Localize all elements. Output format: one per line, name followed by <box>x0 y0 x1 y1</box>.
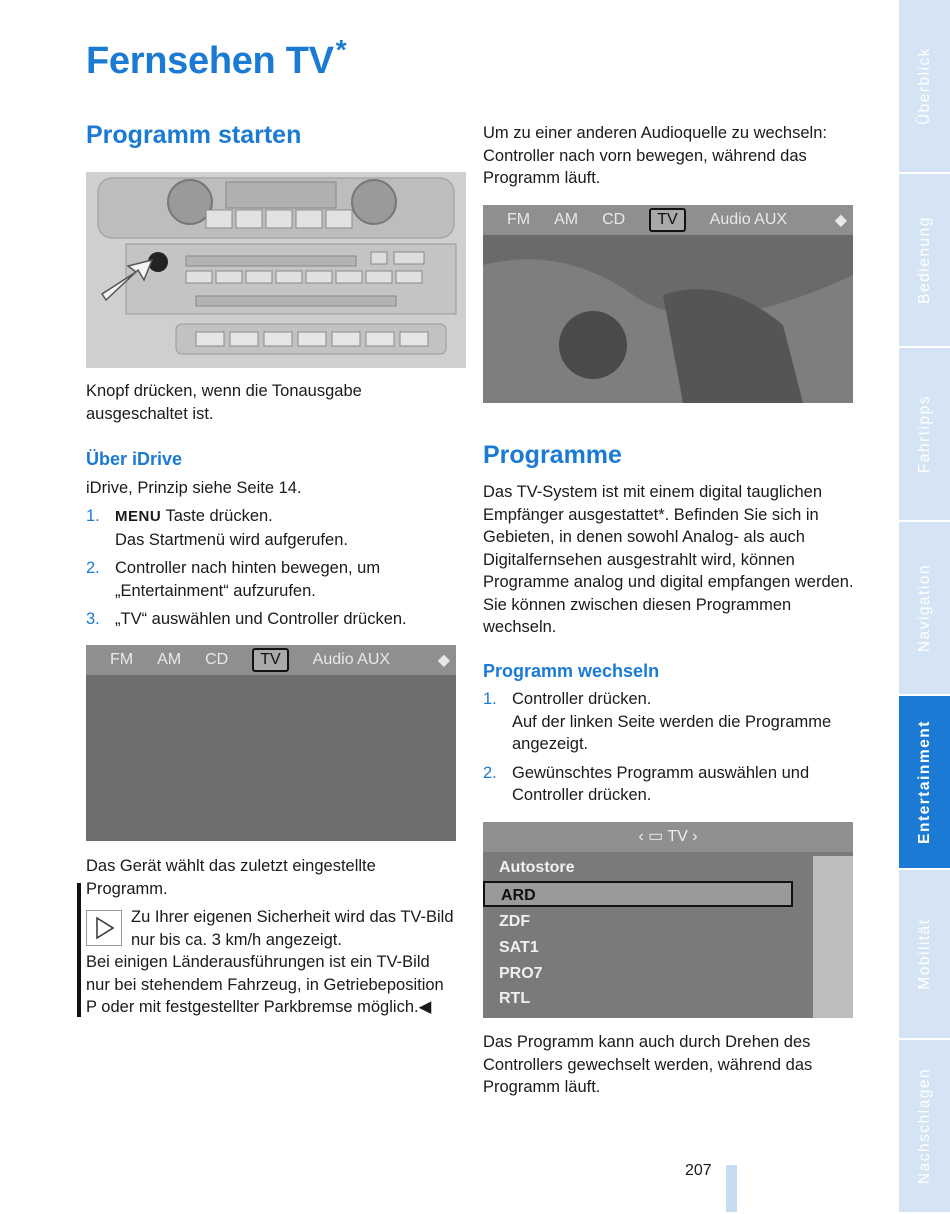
idrive-paragraph: iDrive, Prinzip siehe Seite 14. <box>86 479 302 497</box>
menu-item-audio-aux[interactable]: Audio AUX <box>709 211 788 228</box>
menu-item-am[interactable]: AM <box>157 651 182 668</box>
tab-navigation[interactable]: Navigation <box>899 522 950 696</box>
menu-item-audio-aux[interactable]: Audio AUX <box>312 651 391 668</box>
menu-item-am[interactable]: AM <box>554 211 579 228</box>
page-title: Fernsehen TV* <box>86 34 347 82</box>
button-paragraph: Knopf drücken, wenn die Tonausgabe ausgeschaltet ist. <box>86 382 362 423</box>
navigation-arrows-icon: ◆ <box>437 652 450 669</box>
channel-item[interactable]: PRO7 <box>499 965 543 982</box>
menu-item-tv[interactable]: TV <box>252 648 288 672</box>
source-menu <box>86 645 456 675</box>
note-triangle-icon <box>86 910 122 946</box>
section-heading-programm-starten: Programm starten <box>86 121 302 149</box>
subheading-programm-wechseln: Programm wechseln <box>483 661 660 681</box>
menu-key-label: MENU <box>115 508 162 525</box>
list-item: 1. Controller drücken. Auf der linken Seite werden die Programme angezeigt. <box>483 690 832 753</box>
tv-picture-screen <box>483 205 853 403</box>
source-menu <box>483 205 853 235</box>
entertainment-menu-screen <box>86 645 456 841</box>
tab-bedienung[interactable]: Bedienung <box>899 174 950 348</box>
channel-item[interactable]: ZDF <box>499 913 531 930</box>
tab-fahrtipps[interactable]: Fahrtipps <box>899 348 950 522</box>
channel-item[interactable]: Autostore <box>499 859 575 876</box>
tv-channel-list-screen <box>483 822 853 1018</box>
tv-header: ‹ ▭ TV › <box>483 822 853 852</box>
tab-ueberblick[interactable]: Überblick <box>899 0 950 174</box>
chapter-sidebar <box>899 0 950 1212</box>
chevron-left-icon[interactable]: ‹ ▭ <box>638 828 668 845</box>
navigation-arrows-icon: ◆ <box>834 212 847 229</box>
safety-note: Zu Ihrer eigenen Sicherheit wird das TV-Bild nur bis ca. 3 km/h angezeigt. <box>131 908 454 949</box>
audio-source-paragraph: Um zu einer anderen Audioquelle zu wechseln: Controller nach vorn bewegen, während das Programm läuft. <box>483 124 827 187</box>
menu-item-cd[interactable]: CD <box>205 651 229 668</box>
channel-item[interactable]: RTL <box>499 990 531 1007</box>
programme-paragraph: Das TV-System ist mit einem digital tauglichen Empfänger ausgestattet*. Befinden Sie sich in Gebieten, in denen sowohl Analog- als auch Digitalfernsehen ausgestrahlt wird, können Programme analog und digital empfangen werden. Sie können zwischen diesen Programmen wechseln. <box>483 483 854 636</box>
list-item: 3. „TV“ auswählen und Controller drücken. <box>86 610 407 628</box>
section-heading-programme: Programme <box>483 441 622 469</box>
dashboard-photo <box>86 172 466 368</box>
subheading-ueber-idrive: Über iDrive <box>86 449 183 469</box>
end-paragraph: Das Programm kann auch durch Drehen des Controllers gewechselt werden, während das Programm läuft. <box>483 1033 813 1096</box>
tab-mobilitaet[interactable]: Mobilität <box>899 870 950 1040</box>
menu-item-tv[interactable]: TV <box>649 208 685 232</box>
tab-nachschlagen[interactable]: Nachschlagen <box>899 1040 950 1214</box>
list-item: 2. Controller nach hinten bewegen, um „Entertainment“ aufzurufen. <box>86 559 381 600</box>
menu-item-fm[interactable]: FM <box>507 211 531 228</box>
tv-preview <box>813 856 853 1018</box>
programm-steps <box>483 688 863 807</box>
page-marker-bar <box>726 1165 737 1212</box>
list-item: 1. MENU Taste drücken. Das Startmenü wird aufgerufen. <box>86 507 348 549</box>
note-margin-bar <box>77 883 81 1017</box>
list-item: 2. Gewünschtes Programm auswählen und Controller drücken. <box>483 763 810 804</box>
menu-item-fm[interactable]: FM <box>110 651 134 668</box>
page-number: 207 <box>685 1162 712 1179</box>
country-note: Bei einigen Länderausführungen ist ein TV-Bild nur bei stehendem Fahrzeug, in Getriebeposition P oder mit festgestellter Parkbremse möglich.◀ <box>86 953 444 1016</box>
menu-item-cd[interactable]: CD <box>602 211 626 228</box>
tv-picture <box>483 235 853 403</box>
channel-item-selected[interactable]: ARD <box>483 881 793 907</box>
idrive-steps <box>86 505 458 631</box>
chevron-right-icon[interactable]: › <box>687 828 698 845</box>
channel-item[interactable]: SAT1 <box>499 939 539 956</box>
tab-entertainment[interactable]: Entertainment <box>899 696 950 870</box>
device-paragraph: Das Gerät wählt das zuletzt eingestellte Programm. <box>86 857 376 898</box>
